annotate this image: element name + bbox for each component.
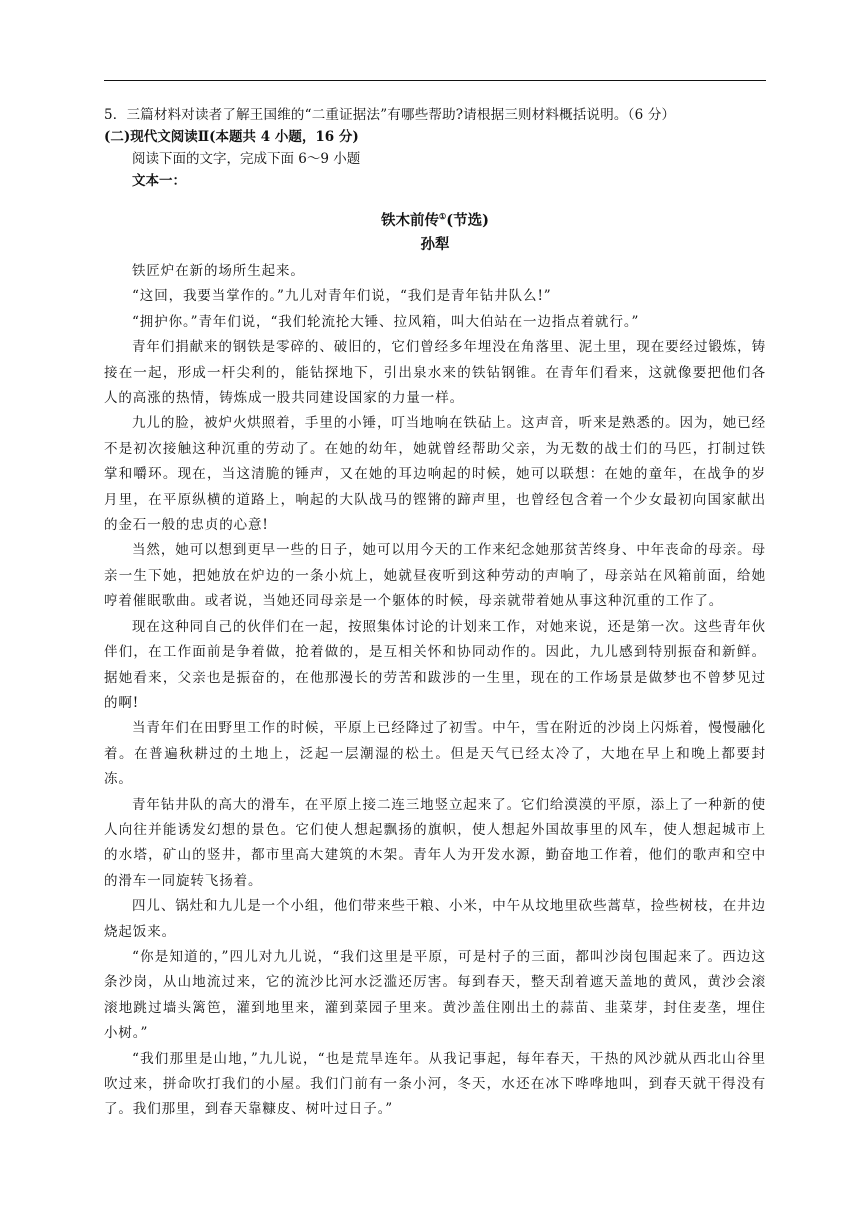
article-body: [104, 259, 766, 1123]
body-paragraph: 当然，她可以想到更早一些的日子，她可以用今天的工作来纪念她那贫苦终身、中年丧命的母亲。母亲一生下她，把她放在炉边的一条小炕上，她就昼夜听到这种劳动的声响了，母亲站在风箱前面，给她哼着催眠歌曲。或者说，当她还同母亲是一个躯体的时候，母亲就带着她从事这种沉重的工作了。: [104, 542, 766, 610]
text-label: 文本一：: [132, 173, 186, 189]
article-title: [104, 204, 766, 233]
article-author: 孙犁: [420, 236, 450, 253]
question-5: 5．三篇材料对读者了解王国维的“二重证据法”有哪些帮助?请根据三则材料概括说明。（6 分）: [104, 107, 676, 123]
reading-instruction: 阅读下面的文字，完成下面 6～9 小题: [132, 151, 361, 167]
body-paragraph: “我们那里是山地，”九儿说，“也是荒旱连年。从我记事起，每年春天，干热的风沙就从西北山谷里吹过来，拼命吹打我们的小屋。我们门前有一条小河，冬天，水还在冰下哗哗地叫，到春天就干得没有了。我们那里，到春天靠糠皮、树叶过日子。”: [104, 1050, 766, 1118]
body-paragraph: “拥护你。”青年们说，“我们轮流抡大锤、拉风箱，叫大伯站在一边指点着就行。”: [132, 313, 640, 330]
body-paragraph: 九儿的脸，被炉火烘照着，手里的小锤，叮当地响在铁砧上。这声音，听来是熟悉的。因为，她已经不是初次接触这种沉重的劳动了。在她的幼年，她就曾经帮助父亲，为无数的战士们的马匹，打制过铁掌和嚼环。现在，当这清脆的锤声，又在她的耳边响起的时候，她可以联想：在她的童年，在战争的岁月里，在平原纵横的道路上，响起的大队战马的铿锵的蹄声里，也曾经包含着一个少女最初向国家献出的金石一般的忠贞的心意!: [104, 415, 766, 534]
body-paragraph: “这回，我要当掌作的。”九儿对青年们说，“我们是青年钻井队么!”: [132, 288, 552, 305]
section-heading: (二)现代文阅读Ⅱ(本题共 4 小题，16 分): [104, 129, 359, 145]
body-paragraph: “你是知道的，”四儿对九儿说，“我们这里是平原，可是村子的三面，都叫沙岗包围起来了。西边这条沙岗，从山地流过来，它的流沙比河水泛滥还厉害。每到春天，整天刮着遮天盖地的黄风，黄沙会滚滚地跳过墙头篱笆，灌到地里来，灌到菜园子里来。黄沙盖住刚出土的蒜苗、韭菜芽，封住麦垄，埋住小树。”: [104, 948, 766, 1042]
article-title-text: 铁木前传: [381, 212, 440, 229]
body-paragraph: 四儿、锅灶和九儿是一个小组，他们带来些干粮、小米，中午从坟地里砍些蒿草，捡些树枝，在井边烧起饭来。: [104, 898, 766, 940]
body-paragraph: 青年钻井队的高大的滑车，在平原上接二连三地竖立起来了。它们给漠漠的平原，添上了一种新的使人向往并能诱发幻想的景色。它们使人想起飘扬的旗帜，使人想起外国故事里的风车，使人想起城市上的水塔，矿山的竖井，都市里高大建筑的木架。青年人为开发水源，勤奋地工作着，他们的歌声和空中的滑车一同旋转飞扬着。: [104, 796, 766, 889]
footnote-marker: ①: [439, 211, 447, 221]
body-paragraph: 当青年们在田野里工作的时候，平原上已经降过了初雪。中午，雪在附近的沙岗上闪烁着，慢慢融化着。在普遍秋耕过的土地上，泛起一层潮湿的松土。但是天气已经太冷了，大地在早上和晚上都要封冻。: [104, 720, 766, 788]
body-paragraph: 青年们捐献来的钢铁是零碎的、破旧的，它们曾经多年埋没在角落里、泥土里，现在要经过锻炼，铸接在一起，形成一杆尖利的，能钻探地下，引出泉水来的铁钻钢锥。在青年们看来，这就像要把他们各人的高涨的热情，铸炼成一股共同建设国家的力量一样。: [104, 339, 766, 407]
article-title-suffix: (节选): [446, 212, 489, 229]
header-rule: [104, 80, 766, 81]
body-paragraph: 铁匠炉在新的场所生起来。: [132, 263, 305, 279]
body-paragraph: 现在这种同自己的伙伴们在一起，按照集体讨论的计划来工作，对她来说，还是第一次。这些青年伙伴们，在工作面前是争着做，抢着做的，是互相关怀和协同动作的。因此，九儿感到特别振奋和新鲜。据她看来，父亲也是振奋的，在他那漫长的劳苦和跋涉的一生里，现在的工作场景是做梦也不曾梦见过的啊!: [104, 618, 766, 711]
document-page: [104, 104, 766, 1123]
